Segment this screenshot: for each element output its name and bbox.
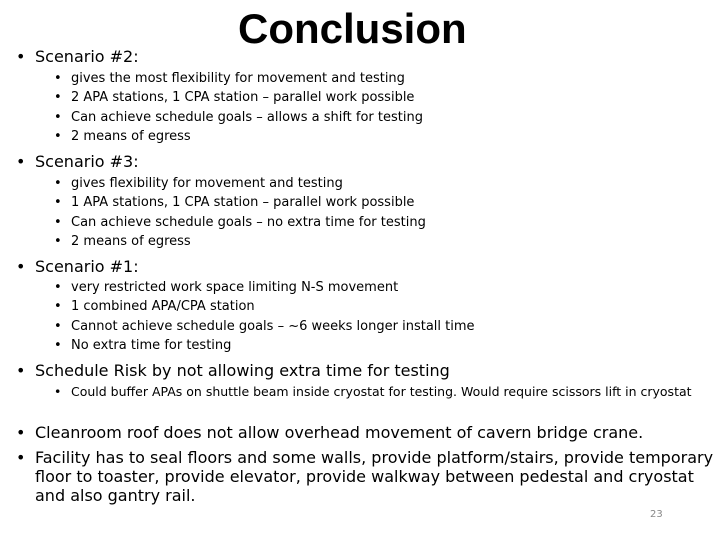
scenario-3-points bbox=[54, 174, 426, 251]
scenario-3-heading: • Scenario #3: bbox=[16, 152, 139, 171]
facility-item bbox=[16, 448, 716, 505]
cleanroom-roof-item bbox=[16, 423, 716, 442]
bullet: • bbox=[16, 152, 26, 171]
list-item: • 1 APA stations, 1 CPA station – parallel work possible bbox=[54, 195, 415, 211]
bullet: • bbox=[16, 257, 26, 276]
scenario-1-points bbox=[54, 278, 475, 355]
facility-text: Facility has to seal floors and some walls, provide platform/stairs, provide temporary floor to toaster, provide elevator, provide walkway between pedestal and cryostat and also gantry rail. bbox=[35, 448, 714, 505]
list-item: • 2 means of egress bbox=[54, 128, 191, 144]
schedule-risk-points bbox=[54, 384, 720, 400]
bullet: • bbox=[16, 448, 26, 467]
scenario-2-points bbox=[54, 69, 423, 146]
list-item: • 1 combined APA/CPA station bbox=[54, 299, 255, 315]
slide-title: Conclusion bbox=[238, 5, 467, 52]
scenario-1-heading: • Scenario #1: bbox=[16, 257, 139, 276]
cleanroom-roof-text: Cleanroom roof does not allow overhead movement of cavern bridge crane. bbox=[35, 423, 644, 442]
list-item: • 2 APA stations, 1 CPA station – parallel work possible bbox=[54, 90, 415, 106]
list-item: • Can achieve schedule goals – allows a shift for testing bbox=[54, 109, 423, 125]
list-item: • very restricted work space limiting N-S movement bbox=[54, 280, 399, 295]
list-item: • Could buffer APAs on shuttle beam inside cryostat for testing. Would require scissors lift in cryostat bbox=[54, 384, 692, 399]
list-item: • 2 means of egress bbox=[54, 233, 191, 249]
list-item: • gives the most flexibility for movement and testing bbox=[54, 71, 405, 86]
schedule-risk-heading: • Schedule Risk by not allowing extra time for testing bbox=[16, 361, 450, 380]
list-item: • Cannot achieve schedule goals – ~6 weeks longer install time bbox=[54, 318, 475, 334]
scenario-2-heading: • Scenario #2: bbox=[16, 47, 139, 66]
list-item: • gives flexibility for movement and testing bbox=[54, 176, 343, 191]
bullet: • bbox=[16, 423, 26, 442]
list-item: • Can achieve schedule goals – no extra time for testing bbox=[54, 214, 426, 230]
list-item: • No extra time for testing bbox=[54, 337, 232, 353]
page-number: 23 bbox=[650, 509, 663, 520]
bullet: • bbox=[16, 47, 26, 66]
bullet: • bbox=[16, 361, 26, 380]
